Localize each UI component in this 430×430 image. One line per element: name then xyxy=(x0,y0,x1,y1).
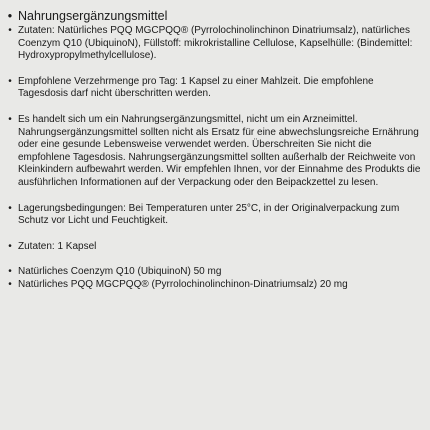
bullet-marker: • xyxy=(8,113,12,125)
bullet-marker: • xyxy=(8,266,12,278)
bullet-marker: • xyxy=(8,240,12,252)
pqq-item xyxy=(5,279,422,292)
storage-text: Lagerungsbedingungen: Bei Temperaturen unter 25°C, in der Originalverpackung zum Schutz vor Licht und Feuchtigkeit. xyxy=(18,202,400,227)
warning-text: Es handelt sich um ein Nahrungsergänzungsmittel, nicht um ein Arzneimittel. Nahrungsergänzungsmittel sollten nicht als Ersatz für eine abwechslungsreiche Ernährung oder eine gesunde Lebensweise verwendet werden. Überschreiten Sie nicht die empfohlene Tagesdosis. Nahrungsergänzungsmittel sollten außerhalb der Reichweite von Kleinkindern aufbewahrt werden. Wir empfehlen Ihnen, vor der Einnahme des Produkts die ausführlichen Informationen auf der Verpackung oder den Beipackzettel zu lesen. xyxy=(18,113,421,188)
warning-item xyxy=(5,114,422,190)
page-title: Nahrungsergänzungsmittel xyxy=(18,9,168,23)
ingredients-text: Zutaten: Natürliches PQQ MGCPQQ® (Pyrrolochinolinchinon Dinatriumsalz), natürliches Coenzym Q10 (UbiquinoN), Füllstoff: mikrokristalline Cellulose, Kapselhülle: (Bindemittel: Hydroxypropylmethylcellulose). xyxy=(18,25,413,62)
bullet-marker: • xyxy=(8,25,12,36)
bullet-marker: • xyxy=(8,75,12,87)
bullet-marker: • xyxy=(8,202,12,214)
ingredients-item xyxy=(5,25,422,63)
coenzyme-item xyxy=(5,266,422,279)
dosage-item xyxy=(5,76,422,101)
bullet-marker: • xyxy=(8,278,12,290)
pqq-text: Natürliches PQQ MGCPQQ® (Pyrrolochinolinchinon-Dinatriumsalz) 20 mg xyxy=(18,278,348,290)
dosage-text: Empfohlene Verzehrmenge pro Tag: 1 Kapsel zu einer Mahlzeit. Die empfohlene Tagesdosis darf nicht überschritten werden. xyxy=(18,75,374,100)
info-list xyxy=(5,9,422,292)
title-item xyxy=(5,9,422,24)
serving-item xyxy=(5,241,422,254)
storage-item xyxy=(5,203,422,228)
bullet-marker: • xyxy=(7,9,13,23)
serving-text: Zutaten: 1 Kapsel xyxy=(18,240,97,252)
coenzyme-text: Natürliches Coenzym Q10 (UbiquinoN) 50 mg xyxy=(18,266,222,278)
